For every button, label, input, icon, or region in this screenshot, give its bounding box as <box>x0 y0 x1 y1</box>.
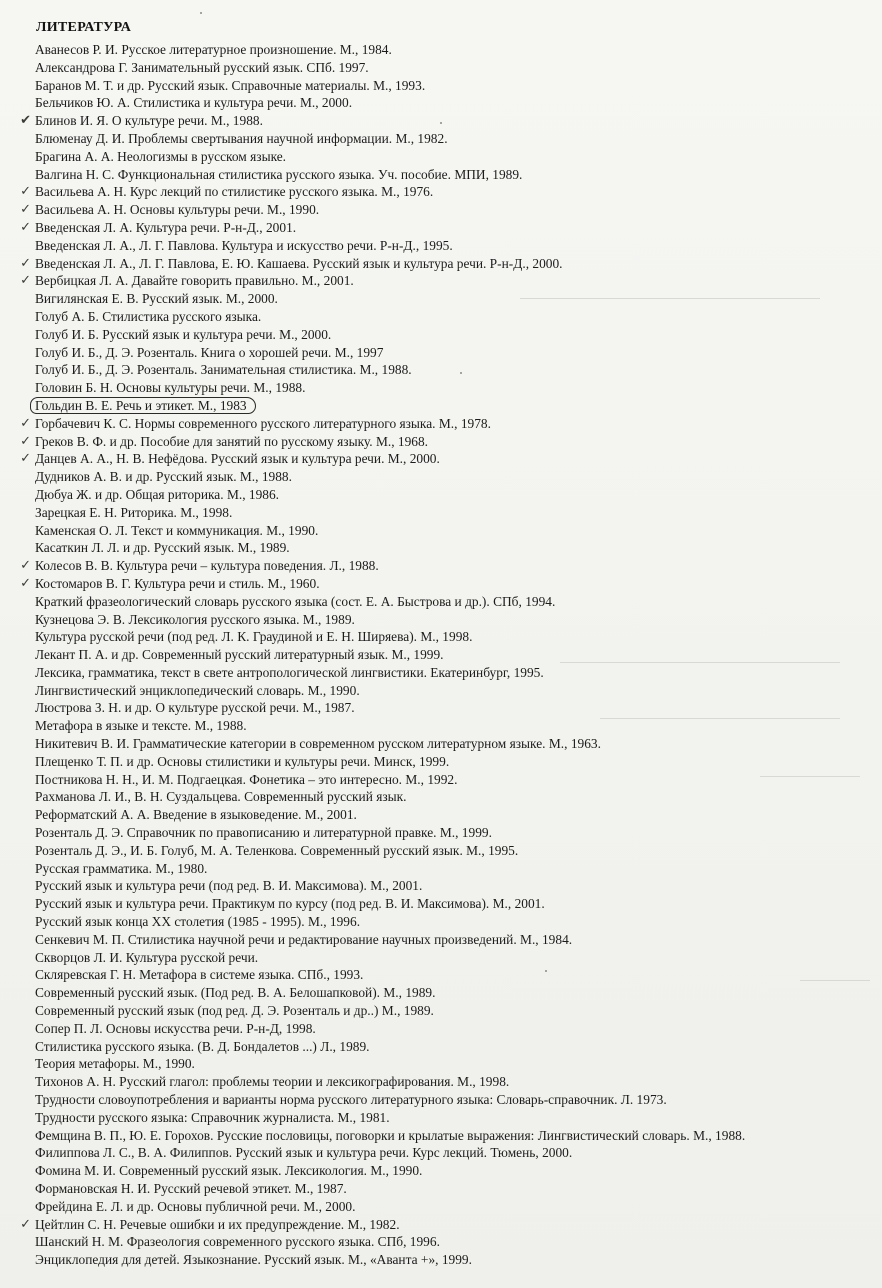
reference-item <box>35 949 875 967</box>
reference-item <box>35 468 875 486</box>
handwritten-checkmark-icon: ✓ <box>20 575 31 591</box>
reference-text: Трудности русского языка: Справочник журналиста. М., 1981. <box>35 1109 390 1125</box>
reference-item <box>35 753 875 771</box>
reference-item <box>35 1180 875 1198</box>
reference-text: Валгина Н. С. Функциональная стилистика русского языка. Уч. пособие. МПИ, 1989. <box>35 166 523 182</box>
reference-text: Горбачевич К. С. Нормы современного русского литературного языка. М., 1978. <box>35 415 491 431</box>
reference-item <box>35 486 875 504</box>
reference-text: Фемщина В. П., Ю. Е. Горохов. Русские пословицы, поговорки и крылатые выражения: Лингвистический словарь. М., 1988. <box>35 1127 746 1143</box>
handwritten-checkmark-icon: ✓ <box>20 255 31 271</box>
reference-text: Вербицкая Л. А. Давайте говорить правильно. М., 2001. <box>35 273 354 289</box>
reference-text: Бельчиков Ю. А. Стилистика и культура речи. М., 2000. <box>35 95 353 111</box>
reference-item <box>20 201 875 219</box>
reference-item <box>35 682 875 700</box>
handwritten-checkmark-icon: ✓ <box>20 451 31 467</box>
reference-text: Гольдин В. Е. Речь и этикет. М., 1983 <box>30 397 256 414</box>
reference-text: Головин Б. Н. Основы культуры речи. М., 1988. <box>35 380 306 396</box>
reference-text: Баранов М. Т. и др. Русский язык. Справочные материалы. М., 1993. <box>35 77 426 93</box>
reference-text: Кузнецова Э. В. Лексикология русского языка. М., 1989. <box>35 611 355 627</box>
reference-text: Колесов В. В. Культура речи – культура поведения. Л., 1988. <box>35 558 379 574</box>
reference-text: Культура русской речи (под ред. Л. К. Граудиной и Е. Н. Ширяева). М., 1998. <box>35 629 473 645</box>
reference-item <box>35 237 875 255</box>
reference-text: Краткий фразеологический словарь русского языка (сост. Е. А. Быстрова и др.). СПб, 1994. <box>35 593 556 609</box>
reference-item <box>20 255 875 273</box>
reference-text: Никитевич В. И. Грамматические категории в современном русском литературном языке. М., 1963. <box>35 736 601 752</box>
reference-text: Тихонов А. Н. Русский глагол: проблемы теории и лексикографирования. М., 1998. <box>35 1074 510 1090</box>
bibliography-heading: ЛИТЕРАТУРА <box>36 20 132 35</box>
reference-text: Вигилянская Е. В. Русский язык. М., 2000. <box>35 291 278 307</box>
reference-item <box>35 806 875 824</box>
reference-item <box>35 41 875 59</box>
reference-text: Каменская О. Л. Текст и коммуникация. М., 1990. <box>35 522 319 538</box>
reference-text: Постникова Н. Н., И. М. Подгаецкая. Фонетика – это интересно. М., 1992. <box>35 771 458 787</box>
reference-text: Розенталь Д. Э., И. Б. Голуб, М. А. Теленкова. Современный русский язык. М., 1995. <box>35 842 519 858</box>
reference-item <box>20 415 875 433</box>
reference-item <box>35 1144 875 1162</box>
reference-text: Шанский Н. М. Фразеология современного русского языка. СПб, 1996. <box>35 1234 440 1250</box>
reference-item <box>35 361 875 379</box>
reference-text: Розенталь Д. Э. Справочник по правописанию и литературной правке. М., 1999. <box>35 825 492 841</box>
reference-text: Фомина М. И. Современный русский язык. Лексикология. М., 1990. <box>35 1163 423 1179</box>
reference-text: Васильева А. Н. Основы культуры речи. М., 1990. <box>35 202 320 218</box>
reference-text: Голуб И. Б., Д. Э. Розенталь. Книга о хорошей речи. М., 1997 <box>35 344 384 360</box>
reference-text: Русский язык и культура речи (под ред. В. И. Максимова). М., 2001. <box>35 878 423 894</box>
reference-item <box>35 877 875 895</box>
reference-item <box>35 735 875 753</box>
reference-text: Сенкевич М. П. Стилистика научной речи и редактирование научных произведений. М., 1984. <box>35 931 573 947</box>
handwritten-checkmark-icon: ✓ <box>20 433 31 449</box>
reference-text: Фрейдина Е. Л. и др. Основы публичной речи. М., 2000. <box>35 1198 356 1214</box>
reference-text: Лексика, грамматика, текст в свете антропологической лингвистики. Екатеринбург, 1995. <box>35 664 544 680</box>
reference-item <box>35 717 875 735</box>
reference-item <box>35 1073 875 1091</box>
reference-item <box>20 433 875 451</box>
reference-item <box>35 326 875 344</box>
reference-text: Современный русский язык (под ред. Д. Э. Розенталь и др..) М., 1989. <box>35 1003 434 1019</box>
reference-item <box>35 611 875 629</box>
reference-text: Русская грамматика. М., 1980. <box>35 860 208 876</box>
reference-item <box>35 664 875 682</box>
reference-text: Лекант П. А. и др. Современный русский литературный язык. М., 1999. <box>35 647 444 663</box>
reference-text: Скворцов Л. И. Культура русской речи. <box>35 949 259 965</box>
reference-item <box>35 966 875 984</box>
handwritten-checkmark-icon: ✔ <box>20 113 31 129</box>
reference-item <box>35 860 875 878</box>
reference-text: Голуб И. Б. Русский язык и культура речи. М., 2000. <box>35 326 332 342</box>
reference-item <box>35 166 875 184</box>
reference-item <box>20 183 875 201</box>
reference-item <box>35 308 875 326</box>
reference-text: Дудников А. В. и др. Русский язык. М., 1988. <box>35 469 292 485</box>
reference-item <box>35 771 875 789</box>
reference-item <box>35 895 875 913</box>
reference-text: Формановская Н. И. Русский речевой этикет. М., 1987. <box>35 1181 347 1196</box>
reference-text: Греков В. Ф. и др. Пособие для занятий по русскому языку. М., 1968. <box>35 433 429 449</box>
reference-item <box>35 842 875 860</box>
reference-item <box>35 1233 875 1251</box>
reference-item <box>35 1055 875 1073</box>
reference-text: Стилистика русского языка. (В. Д. Бондалетов ...) Л., 1989. <box>35 1038 370 1054</box>
reference-text: Блинов И. Я. О культуре речи. М., 1988. <box>35 113 263 129</box>
reference-item <box>35 344 875 362</box>
handwritten-checkmark-icon: ✓ <box>20 219 31 235</box>
reference-list <box>20 41 875 1269</box>
reference-text: Плещенко Т. П. и др. Основы стилистики и культуры речи. Минск, 1999. <box>35 753 450 769</box>
reference-item <box>35 539 875 557</box>
reference-text: Введенская Л. А., Л. Г. Павлова, Е. Ю. Кашаева. Русский язык и культура речи. Р-н-Д., 2000. <box>35 255 563 271</box>
reference-item <box>35 646 875 664</box>
reference-text: Цейтлин С. Н. Речевые ошибки и их предупреждение. М., 1982. <box>35 1216 400 1232</box>
reference-text: Сопер П. Л. Основы искусства речи. Р-н-Д, 1998. <box>35 1020 316 1036</box>
reference-item <box>35 699 875 717</box>
reference-item <box>35 1162 875 1180</box>
reference-item <box>35 504 875 522</box>
reference-item <box>20 272 875 290</box>
reference-item <box>35 130 875 148</box>
reference-item <box>20 1216 875 1234</box>
reference-item <box>35 824 875 842</box>
reference-item <box>35 593 875 611</box>
reference-text: Голуб А. Б. Стилистика русского языка. <box>35 308 262 324</box>
reference-text: Теория метафоры. М., 1990. <box>35 1056 195 1072</box>
reference-text: Александрова Г. Занимательный русский язык. СПб. 1997. <box>35 59 369 75</box>
handwritten-checkmark-icon: ✓ <box>20 273 31 289</box>
reference-item <box>35 397 875 415</box>
reference-item <box>35 290 875 308</box>
reference-text: Энциклопедия для детей. Языкознание. Русский язык. М., «Аванта +», 1999. <box>35 1252 472 1268</box>
reference-item <box>35 94 875 112</box>
reference-item <box>35 913 875 931</box>
reference-item <box>35 1020 875 1038</box>
reference-text: Метафора в языке и тексте. М., 1988. <box>35 718 247 734</box>
reference-item <box>35 1002 875 1020</box>
reference-text: Брагина А. А. Неологизмы в русском языке. <box>35 148 287 164</box>
reference-item <box>35 788 875 806</box>
reference-text: Реформатский А. А. Введение в языковедение. М., 2001. <box>35 807 357 823</box>
reference-item <box>20 450 875 468</box>
reference-item <box>20 219 875 237</box>
reference-text: Трудности словоупотребления и варианты норма русского литературного языка: Словарь-справочник. Л. 1973. <box>35 1092 667 1108</box>
reference-text: Костомаров В. Г. Культура речи и стиль. М., 1960. <box>35 575 320 591</box>
reference-text: Люстрова З. Н. и др. О культуре русской речи. М., 1987. <box>35 700 355 716</box>
reference-text: Лингвистический энциклопедический словарь. М., 1990. <box>35 682 360 698</box>
reference-item <box>20 575 875 593</box>
reference-item <box>35 931 875 949</box>
handwritten-checkmark-icon: ✓ <box>20 415 31 431</box>
reference-text: Рахманова Л. И., В. Н. Суздальцева. Современный русский язык. <box>35 789 407 805</box>
reference-text: Блюменау Д. И. Проблемы свертывания научной информации. М., 1982. <box>35 130 448 146</box>
reference-item <box>35 522 875 540</box>
handwritten-checkmark-icon: ✓ <box>20 184 31 200</box>
reference-text: Дюбуа Ж. и др. Общая риторика. М., 1986. <box>35 486 280 502</box>
reference-item <box>35 59 875 77</box>
reference-item <box>35 628 875 646</box>
handwritten-checkmark-icon: ✓ <box>20 558 31 574</box>
reference-item <box>35 1127 875 1145</box>
reference-item <box>35 148 875 166</box>
reference-text: Касаткин Л. Л. и др. Русский язык. М., 1989. <box>35 540 290 556</box>
handwritten-checkmark-icon: ✓ <box>20 1216 31 1232</box>
reference-text: Голуб И. Б., Д. Э. Розенталь. Занимательная стилистика. М., 1988. <box>35 362 412 378</box>
reference-text: Скляревская Г. Н. Метафора в системе языка. СПб., 1993. <box>35 967 364 983</box>
reference-text: Русский язык и культура речи. Практикум по курсу (под ред. В. И. Максимова). М., 2001. <box>35 896 545 912</box>
reference-item <box>35 1091 875 1109</box>
reference-item <box>35 77 875 95</box>
reference-item <box>35 1198 875 1216</box>
reference-item <box>35 1251 875 1269</box>
reference-item <box>35 379 875 397</box>
reference-text: Русский язык конца XX столетия (1985 - 1995). М., 1996. <box>35 914 361 930</box>
reference-text: Введенская Л. А., Л. Г. Павлова. Культура и искусство речи. Р-н-Д., 1995. <box>35 237 453 253</box>
reference-text: Введенская Л. А. Культура речи. Р-н-Д., 2001. <box>35 219 297 235</box>
reference-text: Васильева А. Н. Курс лекций по стилистике русского языка. М., 1976. <box>35 184 434 200</box>
reference-item <box>35 984 875 1002</box>
reference-item <box>20 557 875 575</box>
reference-item <box>35 1038 875 1056</box>
scan-speck <box>200 12 202 14</box>
reference-text: Данцев А. А., Н. В. Нефёдова. Русский язык и культура речи. М., 2000. <box>35 451 440 467</box>
reference-text: Зарецкая Е. Н. Риторика. М., 1998. <box>35 504 233 520</box>
reference-text: Современный русский язык. (Под ред. В. А. Белошапковой). М., 1989. <box>35 985 436 1001</box>
reference-text: Филиппова Л. С., В. А. Филиппов. Русский язык и культура речи. Курс лекций. Тюмень, 2000. <box>35 1145 573 1161</box>
handwritten-checkmark-icon: ✓ <box>20 202 31 218</box>
reference-item <box>35 1109 875 1127</box>
reference-item <box>20 112 875 130</box>
reference-text: Аванесов Р. И. Русское литературное произношение. М., 1984. <box>35 42 392 57</box>
